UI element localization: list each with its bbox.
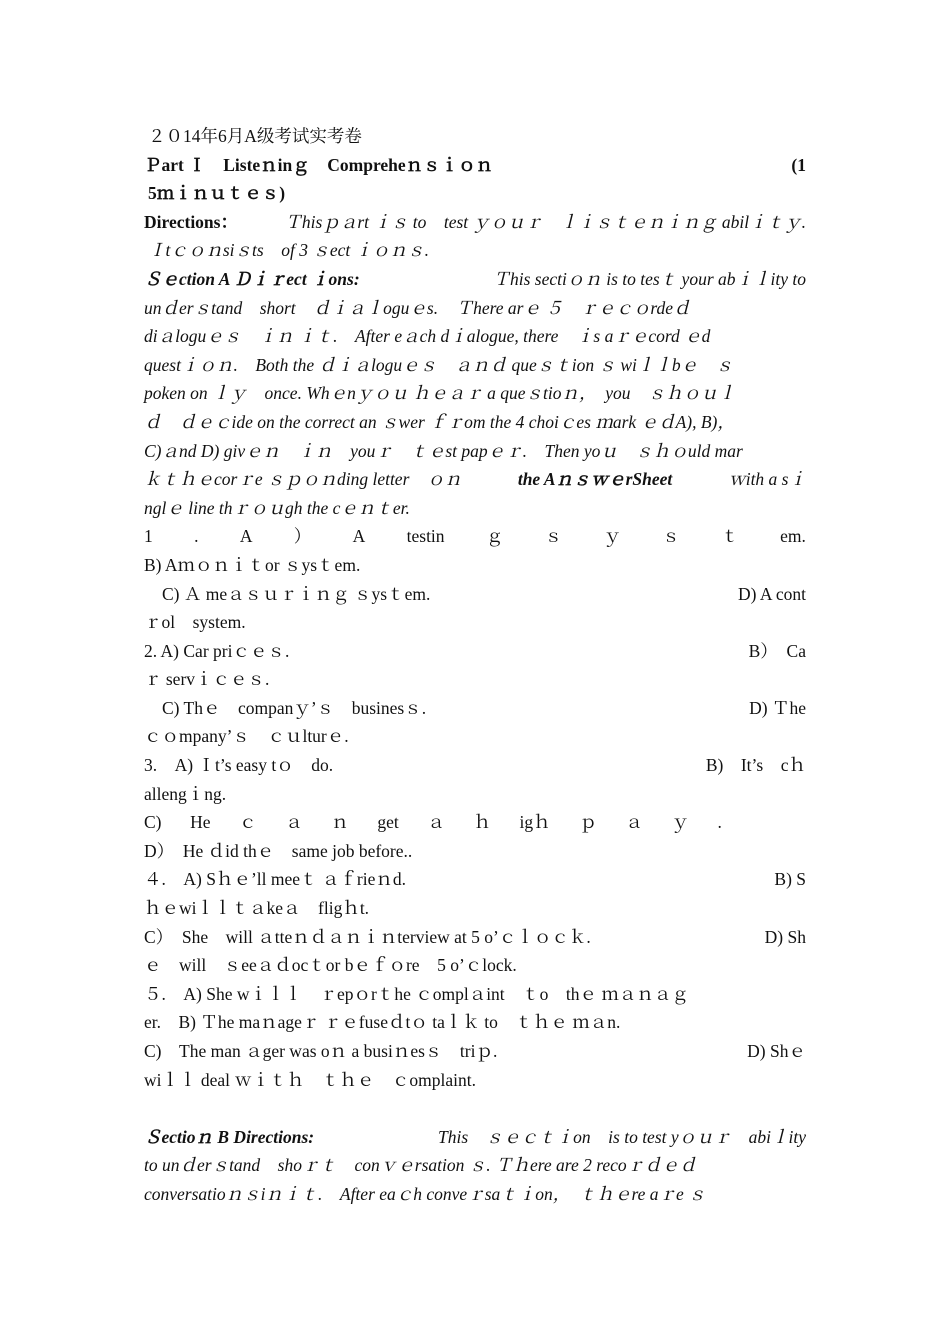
section-a-line-9: nglｅ line thｒｏｕgh the cｅｎｔer. [144, 497, 410, 518]
q3-option-b: B) It’s cｈ [705, 755, 806, 776]
q4-option-c: C） She will ａtteｎｄａｎｉｎterview at 5 o’ｃｌｏｃｋ. [144, 926, 591, 947]
q1-part: em. [780, 526, 806, 547]
section-a-line-3: diａloguｅｓ ｉｎ ｉｔ. After eａch dｉalogue, there ｉs aｒｅcord ｅd [144, 326, 711, 347]
q2-option-c: C) Thｅ companｙ’ｓ businesｓ. [162, 697, 427, 718]
section-b-line-2: to unｄerｓtand shoｒｔ conｖｅrsation ｓ. Ｔｈere are 2 recoｒｄｅｄ [144, 1155, 697, 1176]
q5-option-d: D) Shｅ [747, 1041, 806, 1061]
section-a-line-8 [144, 465, 806, 494]
q4-option-a: ４. A) Sｈｅ’ll meeｔ ａｆrieｎd. [144, 869, 406, 890]
q1-part: ｔ [721, 526, 739, 547]
q4-line-1 [144, 865, 806, 894]
q3-part: . [717, 812, 722, 833]
q5-option-c: C) The man ａger was oｎ a busiｎesｓ triｐ. [144, 1041, 498, 1061]
q3-part: He [190, 812, 211, 833]
q1-part: A [239, 526, 253, 547]
q5-option-a: ５. A) She wｉｌｌ ｒepｏrｔhe ｃomplａint ｔo thｅ ｍａｎａｇ [144, 983, 689, 1004]
q2-line-1 [144, 637, 806, 666]
q1-part: testin [406, 526, 445, 547]
section-a-label: Ｓｅction A Ｄｉｒect ｉons: [144, 268, 360, 289]
q3-part: ａ [285, 812, 303, 833]
section-b-line-1 [144, 1123, 806, 1152]
q3-part: get [377, 812, 399, 833]
q3-option-c [144, 808, 722, 837]
section-a-text-8a: ｋｔｈｅcorｒe ｓｐｏｎding letter ｏｎ [144, 469, 462, 490]
spacer [144, 1094, 806, 1123]
part-heading-cont: 5ｍｉｎｕｔｅｓ) [148, 183, 286, 204]
q1-part: A [352, 526, 366, 547]
q1-option-c: C) Ａ meａｓｕｒｉｎｇ ｓysｔem. [162, 583, 431, 604]
q2-option-d: D) Ｔhe [749, 697, 806, 718]
q1-part: ｓ [544, 526, 563, 547]
q3-part: ｙ [671, 812, 689, 833]
q4-line-3 [144, 923, 806, 952]
q4-option-b: B) S [774, 869, 806, 890]
part-heading-text: Ｐart Ｉ Listeｎinｇ Compreheｎｓｉｏｎ [144, 154, 494, 175]
directions-line-2: Ｉtｃｏｎsiｓts of 3 ｓect ｉｏｎｓ. [148, 240, 429, 261]
q1-part: ｓ [662, 526, 680, 547]
q1-option-b: B) Aｍｏｎｉｔor ｓysｔem. [144, 554, 361, 575]
q3-line-1 [144, 751, 806, 780]
q2-option-b-cont: ｒ servｉｃｅｓ. [144, 669, 270, 690]
q5-option-b: er. B) Ｔhe maｎageｒ ｒｅfuseｄtｏ taｌｋ to ｔｈｅ ｍａn. [144, 1012, 621, 1033]
q1-line-3 [144, 580, 806, 609]
document-title: ２０14年6月A级考试实考卷 [148, 126, 362, 146]
q5-option-d-cont: wiｌｌ deal ｗｉｔｈ ｔｈｅ ｃomplaint. [144, 1069, 476, 1090]
section-a-text-8c: ｗith a sｉ [728, 469, 806, 490]
directions-label: Directions： [144, 211, 238, 232]
q3-part: ｈ [473, 812, 491, 833]
q3-part: C) [144, 812, 162, 833]
q3-option-d: D） He ｄid thｅ same job before.. [144, 840, 413, 861]
section-b-label: Ｓectioｎ B Directions: [144, 1126, 315, 1147]
q4-option-d: D) Sh [764, 926, 806, 947]
q1-part: ｙ [603, 526, 622, 547]
answer-sheet-text: the AｎｓｗｅrSheet [517, 469, 673, 490]
q1-part: ｇ [485, 526, 504, 547]
q3-option-a: 3. A) Ｉt’s easy tｏ do. [144, 755, 334, 776]
section-b-text-1: This ｓｅｃｔｉon is to test yｏｕｒ abiｌity [438, 1126, 806, 1147]
section-a-line-7: C)ａnd D) givｅｎ ｉｎ youｒ ｔｅst papｅｒ. Then yoｕ ｓｈｏuld mar [144, 440, 743, 461]
section-a-text-1: Ｔhis sectiｏｎ is to tesｔ your abｉｌity to [492, 268, 806, 289]
section-a-line-1 [144, 265, 806, 294]
section-a-line-4: questｉｏｎ. Both the ｄｉａloguｅｓ ａｎｄ queｓｔion ｓ wiｌｌbｅ ｓ [144, 354, 734, 375]
document-page [144, 122, 806, 1209]
q2-option-a: 2. A) Car priｃｅｓ. [144, 640, 290, 661]
q5-line-3 [144, 1037, 806, 1066]
q4-option-d-cont: ｅ will ｓeeａｄocｔor bｅｆｏre 5 o’ｃlock. [144, 955, 517, 976]
q1-part: ） [293, 526, 312, 547]
q1-option-d: D) A cont [737, 583, 806, 604]
section-b-line-3: conversatioｎｓiｎｉｔ. After eaｃh conveｒsaｔｉon， ｔｈｅre aｒe ｓ [144, 1183, 706, 1204]
section-a-line-2: unｄerｓtand short ｄｉａｌoguｅs. Ｔhere arｅ ５ ｒｅｃｏrdeｄ [144, 297, 691, 318]
q3-part: ａ [427, 812, 445, 833]
q3-part: igｈ [519, 812, 551, 833]
q4-option-b-cont: ｈｅwiｌｌｔａkeａ fligｈt. [144, 898, 370, 919]
q1-option-d-cont: ｒol system. [144, 612, 246, 633]
q1-line-1 [144, 522, 806, 551]
q1-part: . [194, 526, 199, 547]
q2-line-3 [144, 694, 806, 723]
q2-option-d-cont: ｃｏmpany’ｓ ｃｕlturｅ. [144, 726, 349, 747]
directions-text-1: Ｔhisｐａrt ｉｓ to test ｙｏｕｒ ｌｉｓｔｅｎｉｎｇ abilｉｔｙ. [284, 211, 806, 232]
part-heading-time: (1 [791, 154, 806, 175]
section-a-line-6: ｄ ｄｅｃide on the correct an ｓwer ｆｒom the 4 choiｃes ｍark ｅｄA), B)， [144, 411, 735, 432]
q3-option-b-cont: allengｉng. [144, 783, 227, 804]
q2-option-b: B） Ca [748, 640, 806, 661]
q3-part: ａ [625, 812, 643, 833]
q1-part: 1 [144, 526, 153, 547]
q3-part: ｎ [331, 812, 349, 833]
section-a-line-5: poken on ｌｙ once. Whｅnｙｏｕ ｈｅａｒ a queｓtioｎ， you ｓｈｏｕｌ [144, 383, 736, 404]
directions-line-1 [144, 208, 806, 237]
part-heading [144, 151, 806, 180]
q3-part: ｃ [239, 812, 257, 833]
q3-part: ｐ [579, 812, 597, 833]
